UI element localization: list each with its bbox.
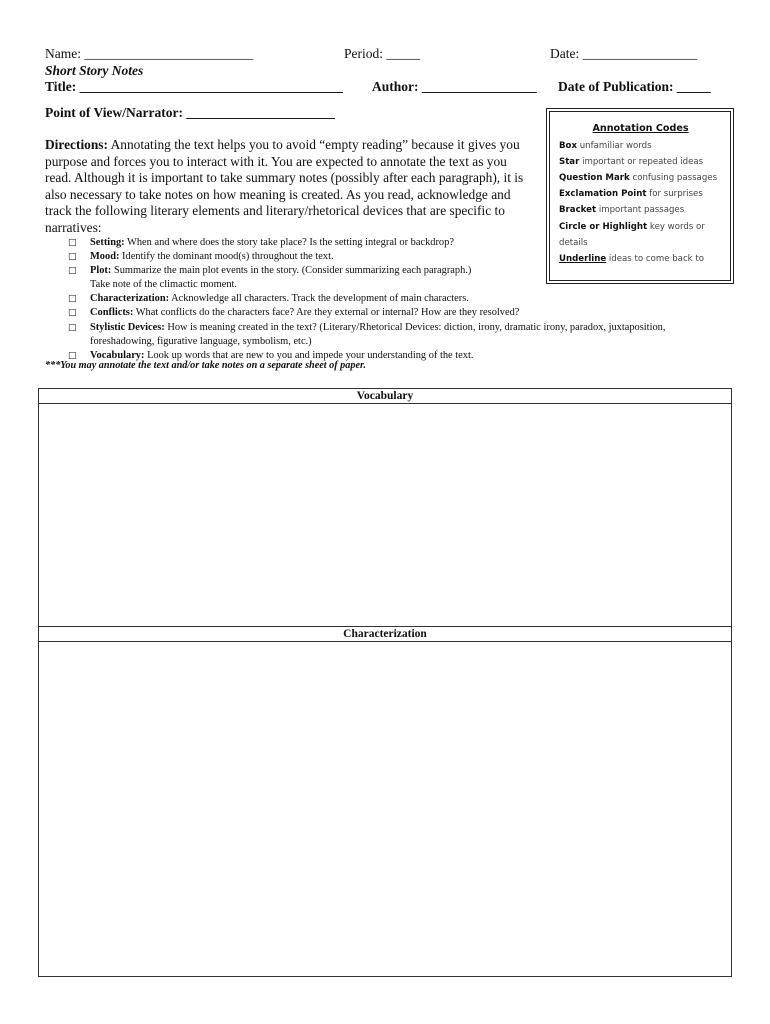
checkbox[interactable]: □: [68, 294, 77, 305]
date-of-publication-field[interactable]: Date of Publication: _____: [558, 79, 711, 94]
directions-text: Annotating the text helps you to avoid “empty reading” because it gives you purpose and forces you to interact with it. You are expected to annotate the text as you read. Although it is important to take summary notes (possibly after each paragraph), it is also necessary to take notes on how meaning is created. As you read, acknowledge and track the following literary elements and literary/rhetorical devices that are specific to narratives:: [45, 137, 524, 235]
annotation-code-item: Star important or repeated ideas: [559, 157, 704, 168]
annotation-code-item: Question Mark confusing passages: [559, 173, 718, 184]
checklist-item-plot: □ Plot: Summarize the main plot events in the story. (Consider summarizing each paragraph.) Take note of the climactic moment.: [68, 264, 758, 292]
characterization-table: [38, 626, 732, 977]
footnote: ***You may annotate the text and/or take notes on a separate sheet of paper.: [45, 360, 366, 371]
title-field[interactable]: Title: _______________________________________: [45, 79, 343, 94]
annotation-code-item: Underline ideas to come back to: [559, 253, 705, 264]
checklist-item-mood: □ Mood: Identify the dominant mood(s) throughout the text.: [68, 250, 758, 264]
checkbox[interactable]: □: [68, 350, 77, 361]
characterization-header: Characterization: [39, 627, 731, 642]
directions-paragraph: [45, 137, 530, 237]
annotation-code-item: Bracket important passages: [559, 205, 685, 216]
vocabulary-table: [38, 388, 732, 627]
checkbox[interactable]: □: [68, 238, 77, 248]
annotation-code-item: Box unfamiliar words: [559, 141, 652, 152]
date-field[interactable]: Date: _________________: [550, 46, 698, 61]
checklist-item-conflicts: □ Conflicts: What conflicts do the characters face? Are they external or internal? How are they resolved?: [68, 306, 758, 320]
checklist-item-stylistic-devices: □ Stylistic Devices: How is meaning created in the text? (Literary/Rhetorical Devices: diction, irony, dramatic irony, paradox, juxtaposition, foreshadowing, figurative language, symbolism, etc.): [68, 321, 758, 349]
annotation-code-item: Circle or Highlight key words or details: [559, 221, 705, 248]
vocabulary-header: Vocabulary: [39, 389, 731, 404]
point-of-view-field[interactable]: Point of View/Narrator: ______________________: [45, 105, 335, 120]
checklist-item-vocabulary: □ Vocabulary: Look up words that are new to you and impede your understanding of the text.: [68, 349, 758, 363]
vocabulary-notes-area[interactable]: [39, 404, 731, 628]
name-field[interactable]: Name: _________________________: [45, 46, 254, 61]
directions-label: Directions:: [45, 137, 108, 152]
checklist-item-characterization: □ Characterization: Acknowledge all characters. Track the development of main characters.: [68, 292, 758, 306]
checkbox[interactable]: □: [68, 252, 77, 263]
literary-elements-checklist: [68, 236, 758, 363]
checklist-item-setting: □ Setting: When and where does the story take place? Is the setting integral or backdrop?: [68, 236, 758, 250]
annotation-codes-title: Annotation Codes: [592, 123, 689, 134]
checkbox[interactable]: □: [68, 308, 77, 319]
characterization-notes-area[interactable]: [39, 642, 731, 977]
author-field[interactable]: Author: _________________: [372, 79, 537, 94]
page-subtitle: Short Story Notes: [45, 63, 144, 78]
checkbox[interactable]: □: [68, 266, 77, 277]
period-field[interactable]: Period: _____: [344, 46, 421, 61]
annotation-code-item: Exclamation Point for surprises: [559, 189, 703, 200]
checkbox[interactable]: □: [68, 322, 77, 333]
